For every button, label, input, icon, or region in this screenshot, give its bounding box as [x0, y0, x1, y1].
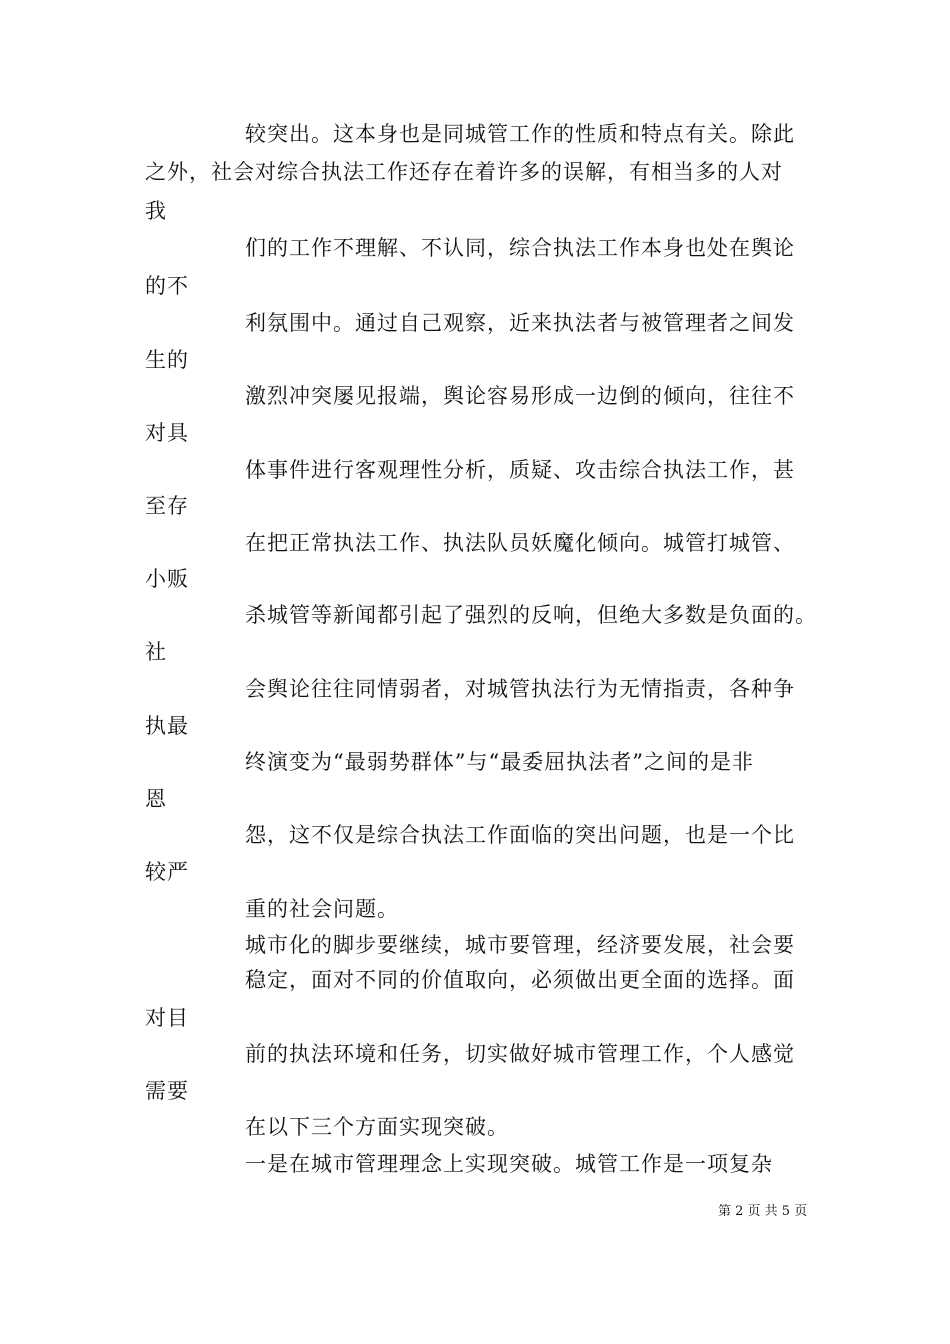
- body-line-12: 在把正常执法工作、执法队员妖魔化倾向。城管打城管、: [245, 531, 795, 555]
- body-line-21: 较严: [145, 860, 189, 884]
- body-line-11: 至存: [145, 494, 189, 518]
- body-line-19: 恩: [145, 787, 167, 811]
- body-line-1: 较突出。这本身也是同城管工作的性质和特点有关。除此: [245, 122, 795, 146]
- body-line-23: 城市化的脚步要继续，城市要管理，经济要发展，社会要: [245, 933, 795, 957]
- body-line-28: 在以下三个方面实现突破。: [245, 1115, 509, 1139]
- body-line-27: 需要: [145, 1079, 189, 1103]
- body-line-15: 社: [145, 640, 167, 664]
- body-line-7: 生的: [145, 348, 189, 372]
- body-line-8: 激烈冲突屡见报端，舆论容易形成一边倒的倾向，往往不: [245, 384, 795, 408]
- body-line-5: 的不: [145, 274, 189, 298]
- body-line-22: 重的社会问题。: [245, 897, 399, 921]
- body-line-17: 执最: [145, 714, 189, 738]
- body-line-25: 对目: [145, 1006, 189, 1030]
- page-number-footer: 第 2 页 共 5 页: [718, 1204, 808, 1219]
- body-line-26: 前的执法环境和任务，切实做好城市管理工作，个人感觉: [245, 1042, 795, 1066]
- body-line-29: 一是在城市管理理念上实现突破。城管工作是一项复杂: [245, 1152, 773, 1176]
- body-line-13: 小贩: [145, 567, 189, 591]
- body-line-24: 稳定，面对不同的价值取向，必须做出更全面的选择。面: [245, 968, 795, 992]
- body-line-2: 之外，社会对综合执法工作还存在着许多的误解，有相当多的人对: [145, 160, 783, 184]
- body-line-4: 们的工作不理解、不认同，综合执法工作本身也处在舆论: [245, 236, 795, 260]
- body-line-10: 体事件进行客观理性分析，质疑、攻击综合执法工作，甚: [245, 458, 795, 482]
- body-line-16: 会舆论往往同情弱者，对城管执法行为无情指责，各种争: [245, 677, 795, 701]
- body-line-9: 对具: [145, 421, 189, 445]
- body-line-3: 我: [145, 199, 167, 223]
- body-line-6: 利氛围中。通过自己观察，近来执法者与被管理者之间发: [245, 311, 795, 335]
- body-line-14: 杀城管等新闻都引起了强烈的反响，但绝大多数是负面的。: [245, 603, 817, 627]
- body-line-18: 终演变为“最弱势群体”与“最委屈执法者”之间的是非: [245, 750, 754, 774]
- body-line-20: 怨，这不仅是综合执法工作面临的突出问题，也是一个比: [245, 823, 795, 847]
